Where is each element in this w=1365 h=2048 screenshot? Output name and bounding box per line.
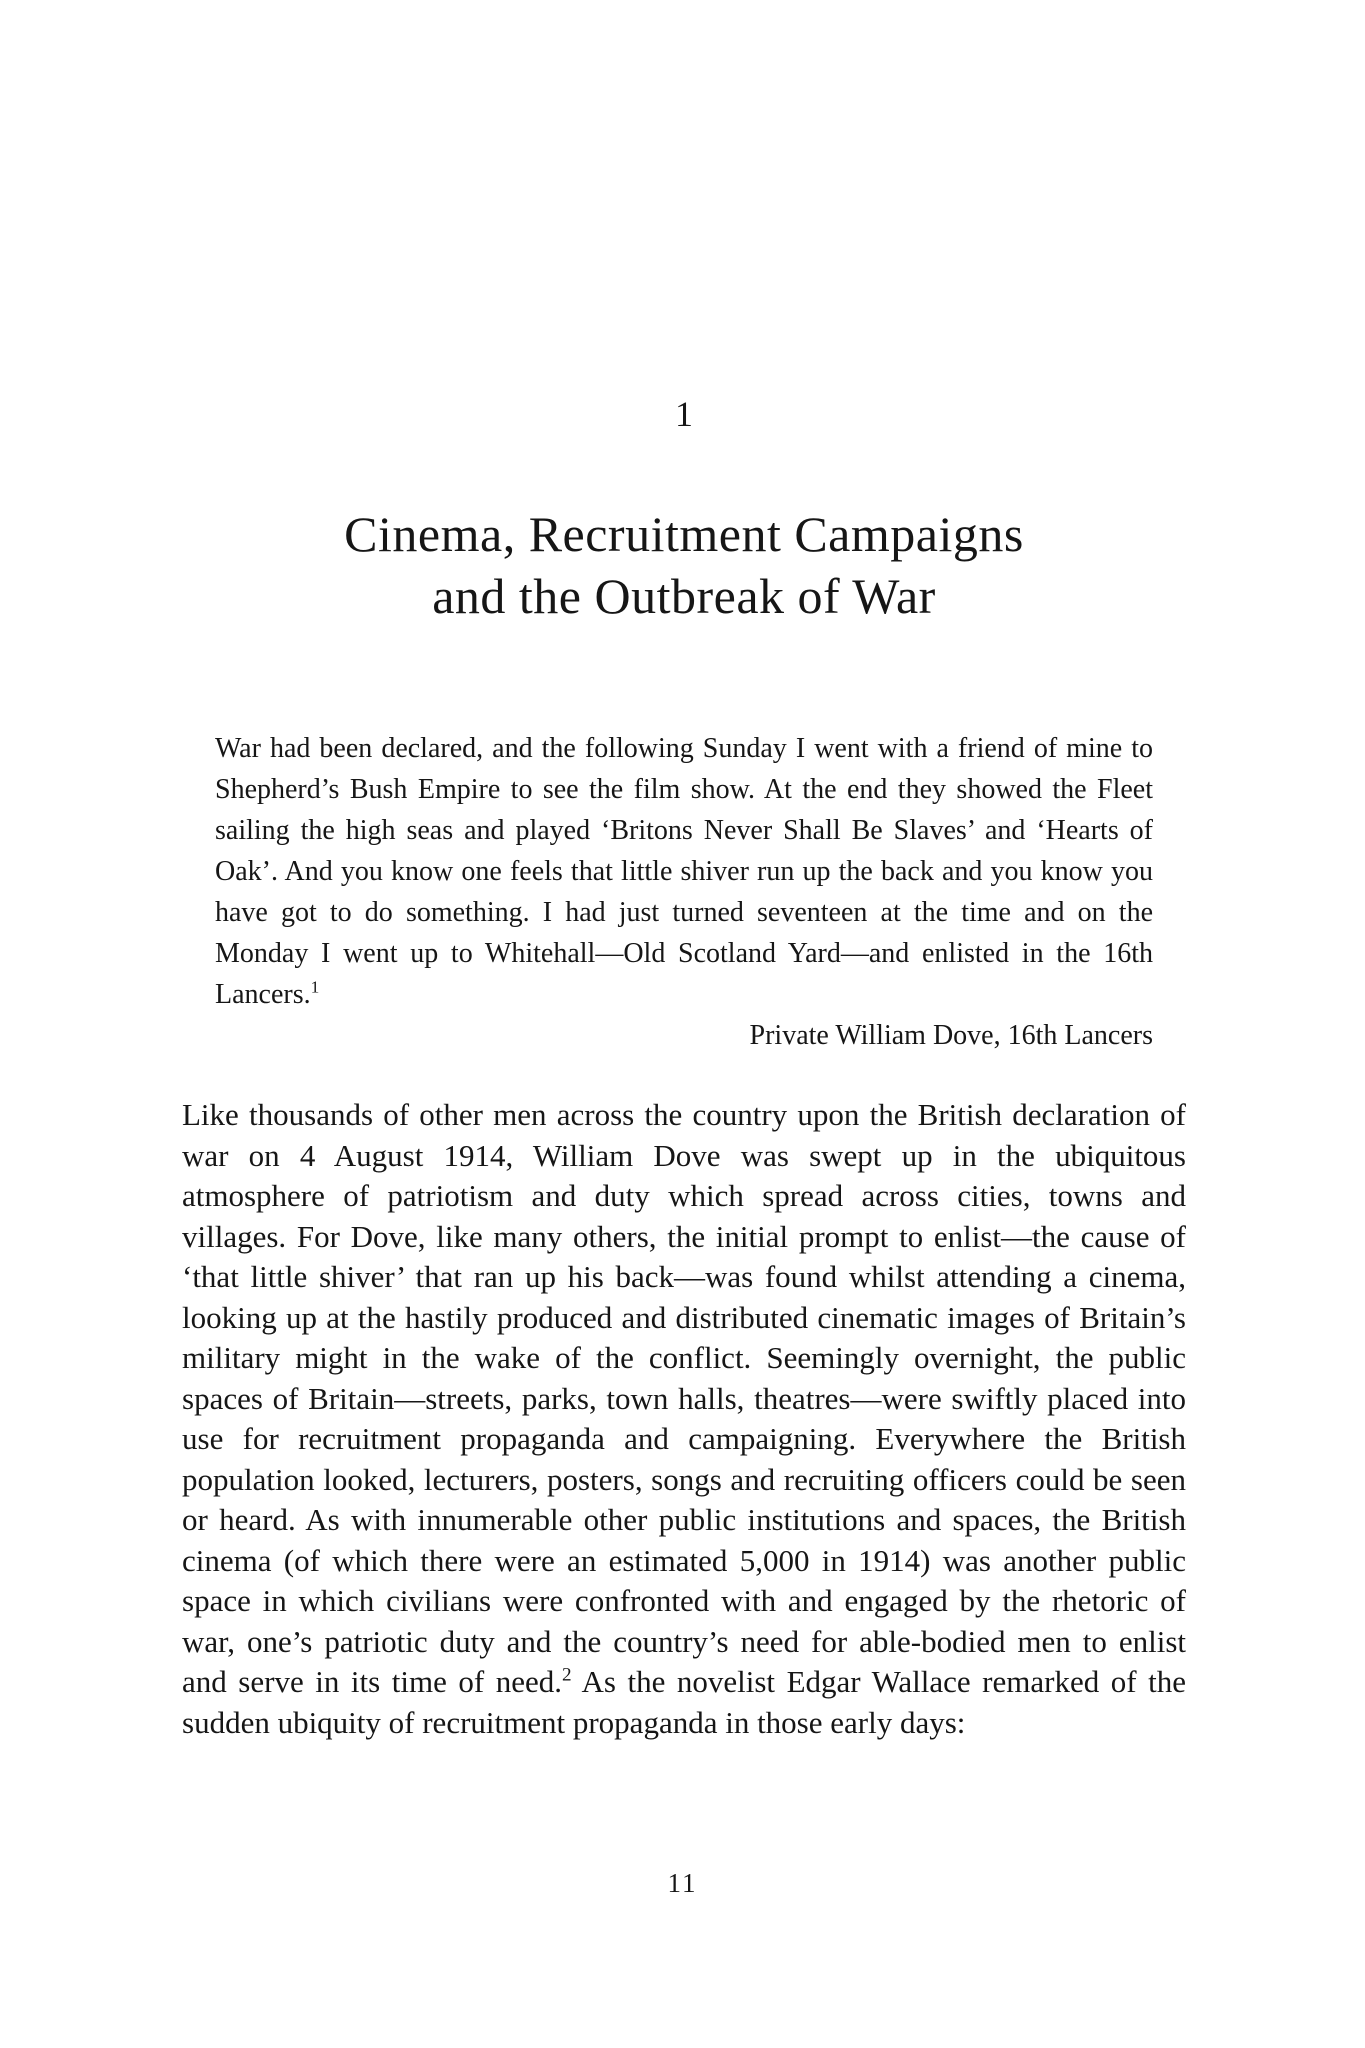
epigraph-text xyxy=(215,728,1153,1015)
footnote-marker-1: 1 xyxy=(310,977,320,997)
body-paragraph xyxy=(182,1095,1186,1743)
body-text-before-note: Like thousands of other men across the country upon the British declaration of war on 4 August 1914, William Dove was swept up in the ubiquitous atmosphere of patriotism and duty which spread across cities, towns and villages. For Dove, like many others, the initial prompt to enlist—the cause of ‘that little shiver’ that ran up his back—was found whilst attending a cinema, looking up at the hastily produced and distributed cinematic images of Britain’s military might in the wake of the conflict. Seemingly overnight, the public spaces of Britain—streets, parks, town halls, theatres—were swiftly placed into use for recruitment propaganda and campaigning. Everywhere the British population looked, lecturers, posters, songs and recruiting officers could be seen or heard. As with innumerable other public institutions and spaces, the British cinema (of which there were an estimated 5,000 in 1914) was another public space in which civilians were confronted with and engaged by the rhetoric of war, one’s patriotic duty and the country’s need for able-bodied men to enlist and serve in its time of need. xyxy=(182,1097,1186,1699)
epigraph-block xyxy=(215,728,1153,1056)
page-number: 11 xyxy=(667,1868,698,1898)
chapter-title xyxy=(182,503,1186,627)
epigraph-attribution: Private William Dove, 16th Lancers xyxy=(749,1020,1153,1051)
text-column xyxy=(182,0,1186,2048)
chapter-title-line-1: Cinema, Recruitment Campaigns xyxy=(344,506,1024,562)
epigraph-quote-text: War had been declared, and the following Sunday I went with a friend of mine to Shepherd’s Bush Empire to see the film show. At the end they showed the Fleet sailing the high seas and played ‘Britons Never Shall Be Slaves’ and ‘Hearts of Oak’. And you know one feels that little shiver run up the back and you know you have got to do something. I had just turned seventeen at the time and on the Monday I went up to Whitehall—Old Scotland Yard—and enlisted in the 16th Lancers. xyxy=(215,733,1153,1010)
body-text-after-note: As the novelist Edgar Wallace remarked of the sudden ubiquity of recruitment propaganda in those early days: xyxy=(182,1664,1186,1740)
chapter-number: 1 xyxy=(675,394,693,434)
chapter-title-line-2: and the Outbreak of War xyxy=(432,568,936,624)
footnote-marker-2: 2 xyxy=(562,1664,572,1686)
